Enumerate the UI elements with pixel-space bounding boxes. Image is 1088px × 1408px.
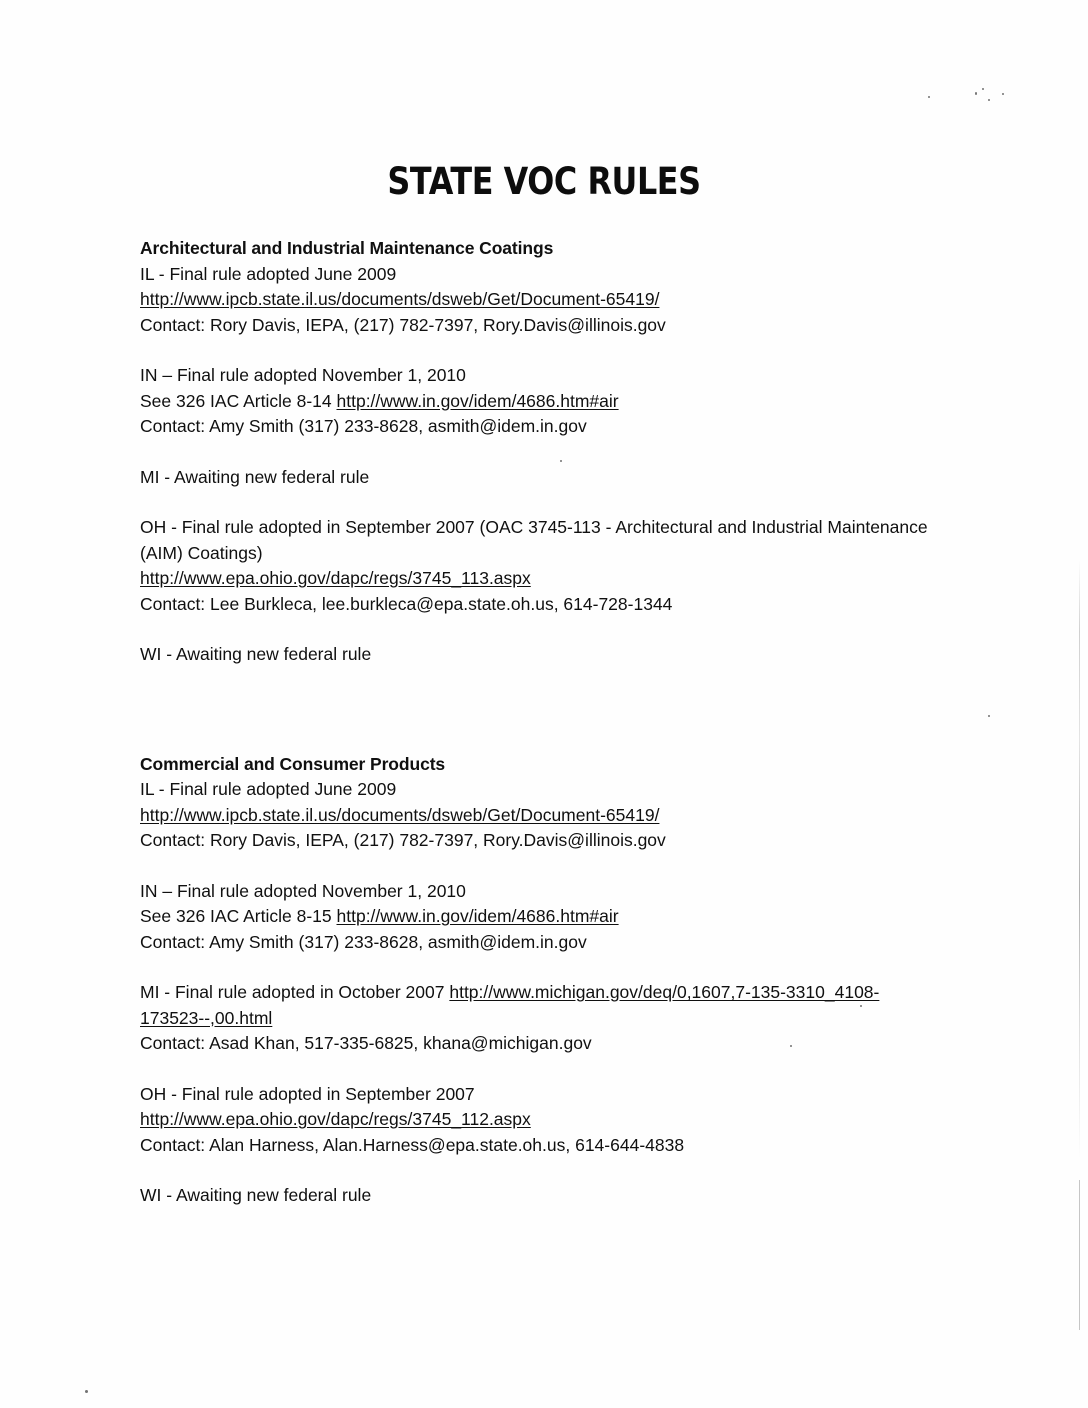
scan-speck [988,715,990,717]
state-entry-in [140,363,930,440]
state-rule-line: MI - Final rule adopted in October 2007 [140,982,450,1002]
section-heading: Architectural and Industrial Maintenance Coatings [140,238,554,258]
rule-url-link[interactable]: http://www.ipcb.state.il.us/documents/dsweb/Get/Document-65419/ [140,804,660,825]
rule-url-link[interactable]: http://www.epa.ohio.gov/dapc/regs/3745_112.aspx [140,1109,531,1129]
scan-edge-artifact-lower [1079,1180,1080,1330]
state-rule-line: IL - Final rule adopted June 2009 [140,263,397,284]
state-rule-line: WI - Awaiting new federal rule [140,644,372,664]
state-entry-oh [140,1082,930,1159]
contact-line: Contact: Amy Smith (317) 233-8628, asmith@idem.in.gov [140,931,587,952]
state-entry-il [140,777,930,854]
rule-url-link[interactable]: http://www.michigan.gov/deq/0,1607,7-135-3310_4108-173523--,00.html [140,982,880,1028]
state-rule-line: IN – Final rule adopted November 1, 2010 [140,365,466,385]
scan-speck [982,88,984,90]
scan-speck [928,96,930,98]
contact-line: Contact: Rory Davis, IEPA, (217) 782-7397, Rory.Davis@illinois.gov [140,314,666,335]
rule-url-link[interactable]: http://www.in.gov/idem/4686.htm#air [336,390,619,411]
rule-reference-text: See 326 IAC Article 8-14 [140,390,337,411]
document-body [140,236,930,1209]
rule-url-link[interactable]: http://www.ipcb.state.il.us/documents/dsweb/Get/Document-65419/ [140,289,660,309]
state-entry-mi [140,465,930,491]
contact-line: Contact: Alan Harness, Alan.Harness@epa.state.oh.us, 614-644-4838 [140,1134,685,1155]
section-architectural-coatings [140,236,930,668]
scan-speck [1002,93,1004,95]
page-title: STATE VOC RULES [387,160,701,203]
state-entry-il [140,262,930,339]
state-rule-line: OH - Final rule adopted in September 2007 [140,1083,475,1104]
state-entry-mi [140,980,930,1057]
section-commercial-consumer-products [140,752,930,1209]
rule-reference-text: See 326 IAC Article 8-15 [140,906,337,926]
scan-speck [85,1390,88,1393]
rule-url-link[interactable]: http://www.epa.ohio.gov/dapc/regs/3745_113.aspx [140,568,531,588]
state-rule-line: IL - Final rule adopted June 2009 [140,779,397,799]
state-rule-line: MI - Awaiting new federal rule [140,466,370,487]
contact-line: Contact: Amy Smith (317) 233-8628, asmith@idem.in.gov [140,416,587,436]
contact-line: Contact: Lee Burkleca, lee.burkleca@epa.state.oh.us, 614-728-1344 [140,593,673,614]
scan-speck [975,92,977,95]
section-heading: Commercial and Consumer Products [140,753,446,774]
contact-line: Contact: Rory Davis, IEPA, (217) 782-7397, Rory.Davis@illinois.gov [140,830,666,850]
state-rule-line: OH - Final rule adopted in September 2007 (OAC 3745-113 - Architectural and Industrial Maintenance (AIM) Coatings) [140,517,928,563]
state-entry-in [140,879,930,956]
state-entry-wi [140,642,930,668]
state-rule-line: IN – Final rule adopted November 1, 2010 [140,880,466,901]
scan-speck [988,99,990,101]
state-rule-line: WI - Awaiting new federal rule [140,1185,372,1205]
state-entry-wi [140,1183,930,1209]
scan-edge-artifact [1079,560,1080,1160]
state-entry-oh [140,515,930,617]
rule-url-link[interactable]: http://www.in.gov/idem/4686.htm#air [336,906,619,926]
contact-line: Contact: Asad Khan, 517-335-6825, khana@michigan.gov [140,1033,592,1053]
